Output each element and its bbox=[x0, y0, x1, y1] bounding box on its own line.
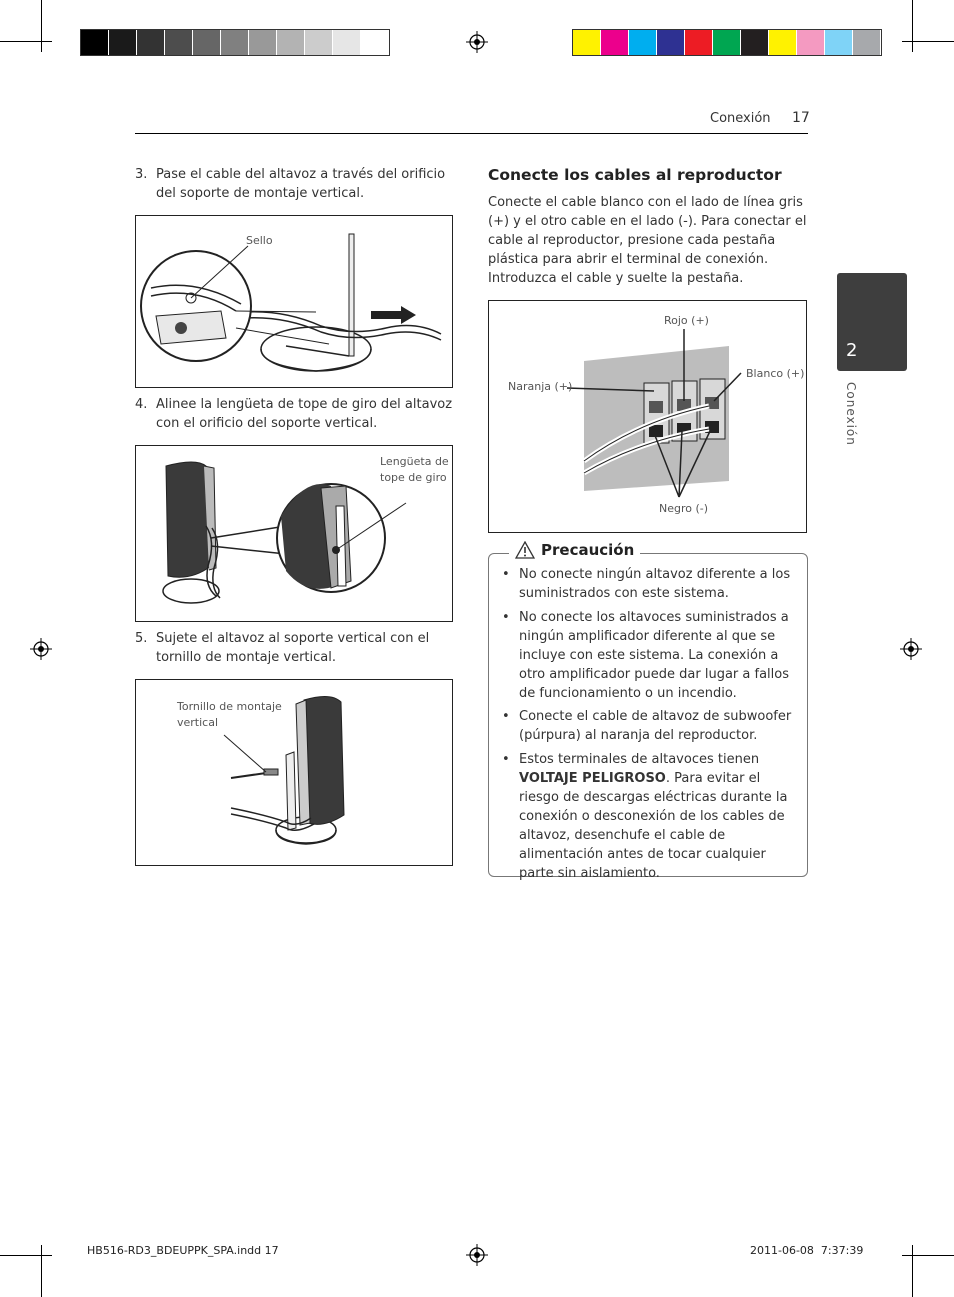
caution-header bbox=[509, 541, 640, 559]
caution-item-text-pre: Estos terminales de altavoces tienen bbox=[519, 752, 760, 767]
section-body: Conecte el cable blanco con el lado de línea gris (+) y el otro cable en el lado (-). Para conectar el cable al reproductor, presione cada pestaña plástica para abrir el terminal de conexión. Introduzca el cable y suelte la pestaña. bbox=[488, 195, 807, 286]
stand-cable-illustration bbox=[136, 216, 452, 387]
label-sello: Sello bbox=[246, 234, 273, 247]
step-text: Alinee la lengüeta de tope de giro del altavoz con el orificio del soporte vertical. bbox=[156, 397, 453, 431]
color-swatch bbox=[109, 30, 137, 55]
step-number: 4. bbox=[135, 397, 148, 412]
header-section-title: Conexión bbox=[710, 111, 771, 126]
color-swatch bbox=[165, 30, 193, 55]
step-text: Sujete el altavoz al soporte vertical con el tornillo de montaje vertical. bbox=[156, 631, 430, 665]
color-calibration-bar bbox=[572, 29, 882, 56]
crop-mark bbox=[902, 1255, 954, 1256]
caution-item-text-bold: VOLTAJE PELIGROSO bbox=[519, 771, 666, 786]
crop-mark bbox=[912, 1245, 913, 1297]
label-red: Rojo (+) bbox=[664, 314, 709, 327]
label-black: Negro (-) bbox=[659, 502, 709, 515]
color-swatch bbox=[573, 30, 601, 55]
color-swatch bbox=[601, 30, 629, 55]
step-number: 5. bbox=[135, 631, 148, 646]
bullet-icon: • bbox=[502, 567, 510, 582]
caution-item-text-post: . Para evitar el riesgo de descargas eléctricas durante la conexión o desconexión de los cables de altavoz, desenchufe el cable de alimentación antes de tocar cualquier parte sin aislamiento. bbox=[519, 771, 788, 881]
header-rule bbox=[135, 133, 808, 134]
chapter-number: 2 bbox=[846, 340, 858, 361]
caution-item-text: Conecte el cable de altavoz de subwoofer (púrpura) al naranja del reproductor. bbox=[519, 709, 792, 743]
figure-mounting-screw bbox=[135, 679, 453, 866]
crop-mark bbox=[41, 0, 42, 52]
color-swatch bbox=[769, 30, 797, 55]
bullet-icon: • bbox=[502, 610, 510, 625]
color-swatch bbox=[361, 30, 389, 55]
color-swatch bbox=[277, 30, 305, 55]
crop-mark bbox=[902, 41, 954, 42]
crop-mark bbox=[0, 1255, 52, 1256]
footer-file: HB516-RD3_BDEUPPK_SPA.indd 17 bbox=[87, 1244, 279, 1257]
color-swatch bbox=[713, 30, 741, 55]
step-number: 3. bbox=[135, 167, 148, 182]
registration-mark-icon bbox=[30, 638, 52, 660]
figure-stand-cable bbox=[135, 215, 453, 388]
bullet-icon: • bbox=[502, 752, 510, 767]
color-swatch bbox=[81, 30, 109, 55]
figure-pivot-tab bbox=[135, 445, 453, 622]
registration-mark-icon bbox=[466, 1244, 488, 1266]
color-swatch bbox=[333, 30, 361, 55]
caution-item-text: No conecte ningún altavoz diferente a los suministrados con este sistema. bbox=[519, 567, 791, 601]
speaker-terminals-illustration bbox=[489, 301, 806, 532]
figure-terminals bbox=[488, 300, 807, 533]
color-swatch bbox=[305, 30, 333, 55]
registration-mark-icon bbox=[466, 31, 488, 53]
color-swatch bbox=[193, 30, 221, 55]
page-number: 17 bbox=[792, 110, 810, 126]
color-swatch bbox=[221, 30, 249, 55]
label-white: Blanco (+) bbox=[746, 367, 805, 380]
label-orange: Naranja (+) bbox=[508, 380, 573, 393]
color-swatch bbox=[137, 30, 165, 55]
step-text: Pase el cable del altavoz a través del orificio del soporte de montaje vertical. bbox=[156, 167, 446, 201]
label-mounting-screw: Tornillo de montaje vertical bbox=[177, 700, 282, 729]
color-swatch bbox=[629, 30, 657, 55]
color-swatch bbox=[657, 30, 685, 55]
caution-item-text: No conecte los altavoces suministrados a ningún amplificador diferente al que se incluye con este sistema. La conexión a otro amplificador puede dar lugar a fallos de funcionamiento o un incendio. bbox=[519, 610, 789, 701]
caution-item-text bbox=[519, 750, 799, 883]
label-pivot-tab: Lengüeta de tope de giro bbox=[380, 455, 449, 484]
footer-datetime: 2011-06-08 ￼ 7:37:39 bbox=[750, 1244, 864, 1257]
caution-title: Precaución bbox=[541, 541, 635, 559]
crop-mark bbox=[912, 0, 913, 52]
chapter-label: Conexión bbox=[844, 382, 858, 446]
crop-mark bbox=[41, 1245, 42, 1297]
color-swatch bbox=[853, 30, 881, 55]
color-swatch bbox=[825, 30, 853, 55]
color-swatch bbox=[685, 30, 713, 55]
gray-calibration-bar bbox=[80, 29, 390, 56]
warning-triangle-icon bbox=[515, 541, 535, 559]
section-title: Conecte los cables al reproductor bbox=[488, 166, 782, 184]
crop-mark bbox=[0, 41, 52, 42]
color-swatch bbox=[741, 30, 769, 55]
color-swatch bbox=[797, 30, 825, 55]
bullet-icon: • bbox=[502, 709, 510, 724]
color-swatch bbox=[249, 30, 277, 55]
registration-mark-icon bbox=[900, 638, 922, 660]
